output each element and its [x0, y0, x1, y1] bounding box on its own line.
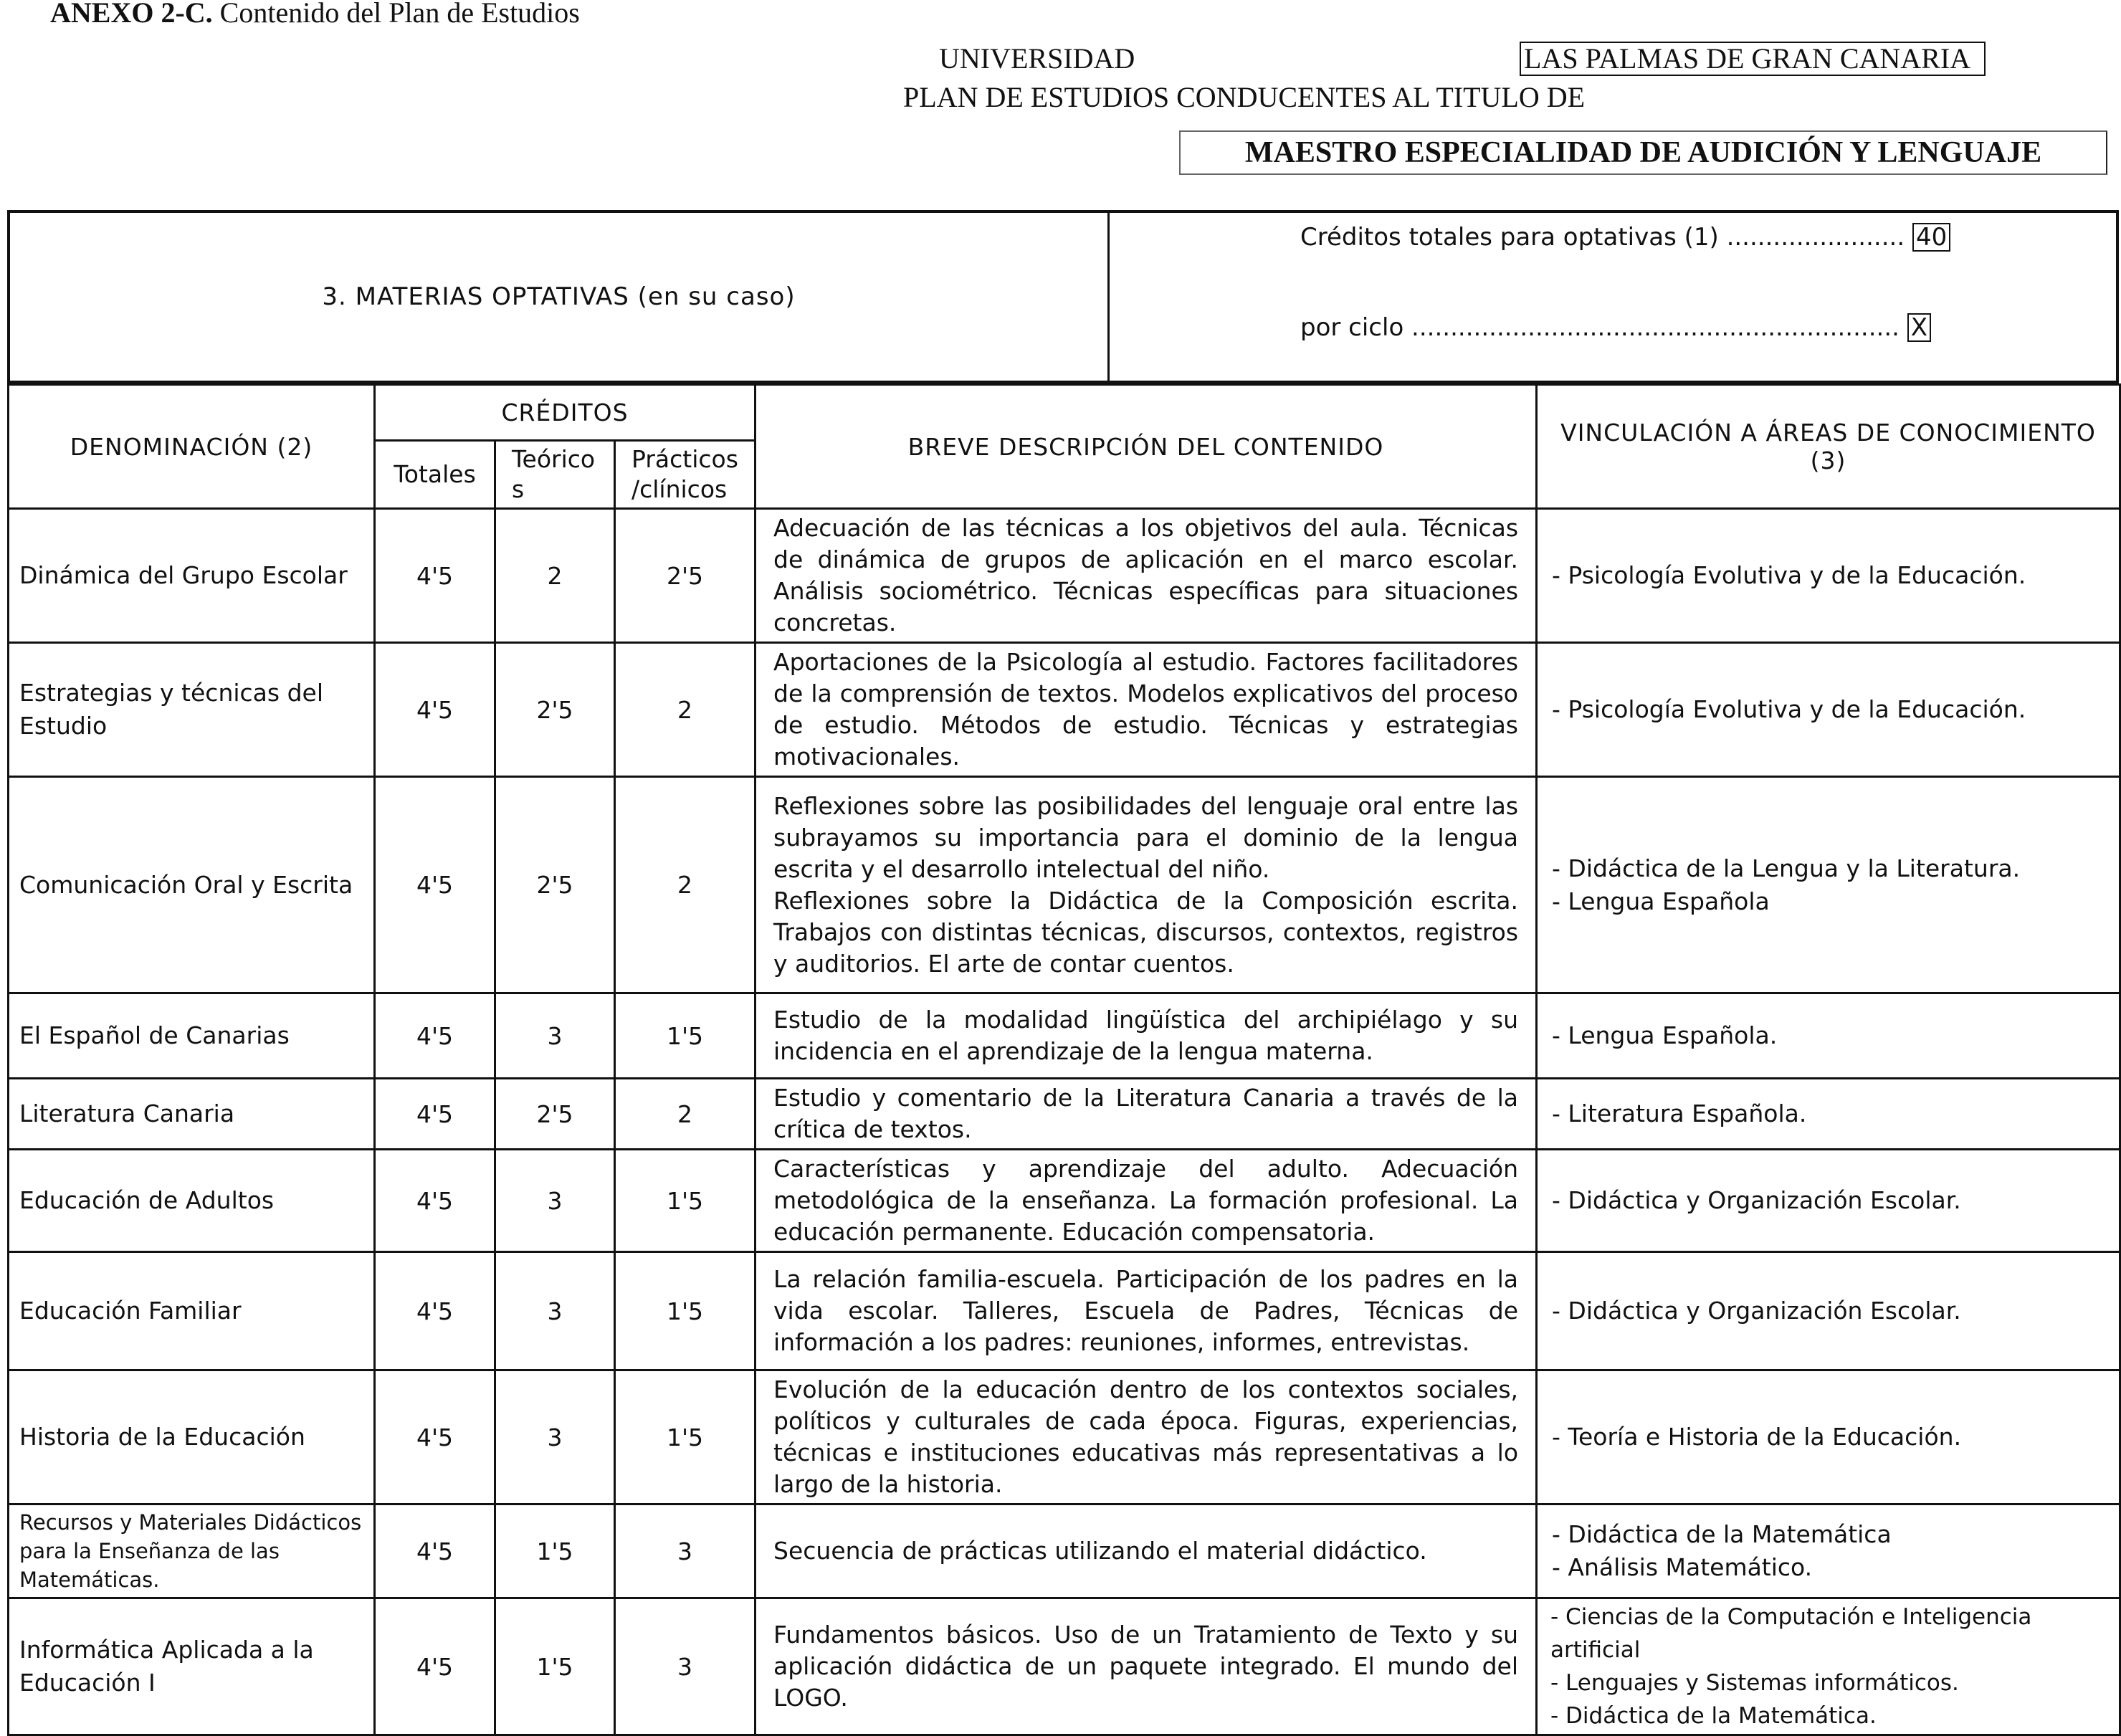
knowledge-areas [1537, 1150, 2120, 1252]
degree-title: MAESTRO ESPECIALIDAD DE AUDICIÓN Y LENGUAJE [1179, 130, 2107, 175]
credits-total: 4'5 [375, 993, 495, 1079]
credits-total: 4'5 [375, 1150, 495, 1252]
table-row [9, 993, 2120, 1079]
credits-theory: 2'5 [495, 777, 615, 993]
credits-practice: 1'5 [615, 1252, 756, 1370]
subject-description: Estudio de la modalidad lingüística del archipiélago y su incidencia en el aprendizaje de la lengua materna. [756, 993, 1537, 1079]
total-credits-label: Créditos totales para optativas (1) ....................... [1300, 223, 1905, 252]
subject-description: Evolución de la educación dentro de los contextos sociales, políticos y culturales de cada época. Figuras, experiencias, técnicas e instituciones educativas más representativas a lo largo de la historia. [756, 1370, 1537, 1504]
table-row [9, 1079, 2120, 1150]
col-header-descripcion: BREVE DESCRIPCIÓN DEL CONTENIDO [756, 385, 1537, 509]
subject-description: La relación familia-escuela. Participación de los padres en la vida escolar. Talleres, Escuela de Padres, Técnicas de información a los padres: reuniones, informes, entrevistas. [756, 1252, 1537, 1370]
credits-theory: 2'5 [495, 1079, 615, 1150]
subject-name: Comunicación Oral y Escrita [9, 777, 375, 993]
cycle-credits-label: por ciclo ............................................................... [1300, 313, 1900, 342]
area-item: - Psicología Evolutiva y de la Educación. [1552, 561, 2026, 589]
subject-description: Aportaciones de la Psicología al estudio. Factores facilitadores de la comprensión de textos. Modelos explicativos del proceso de estudio. Métodos de estudio. Técnicas y estrategias motivacionales. [756, 643, 1537, 777]
description-paragraph: Reflexiones sobre la Didáctica de la Composición escrita. Trabajos con distintas técnicas, discursos, contextos, registros y auditorios. El arte de contar cuentos. [773, 886, 1519, 978]
credits-practice: 1'5 [615, 1150, 756, 1252]
area-item: - Didáctica y Organización Escolar. [1552, 1297, 1961, 1325]
knowledge-areas [1537, 993, 2120, 1079]
total-credits-value: 40 [1912, 223, 1950, 252]
subject-description [756, 777, 1537, 993]
credits-theory: 3 [495, 993, 615, 1079]
knowledge-areas [1537, 1370, 2120, 1504]
table-row [9, 1150, 2120, 1252]
credits-total: 4'5 [375, 643, 495, 777]
subject-description: Fundamentos básicos. Uso de un Tratamiento de Texto y su aplicación didáctica de un paquete integrado. El mundo del LOGO. [756, 1598, 1537, 1735]
credits-total: 4'5 [375, 1370, 495, 1504]
subject-description: Secuencia de prácticas utilizando el material didáctico. [756, 1504, 1537, 1598]
credits-total: 4'5 [375, 1598, 495, 1735]
description-paragraph: Reflexiones sobre las posibilidades del lenguaje oral entre las subrayamos su importancia para el dominio de la lengua escrita y el desarrollo intelectual del niño. [773, 791, 1519, 883]
subject-description: Características y aprendizaje del adulto. Adecuación metodológica de la enseñanza. La formación profesional. La educación permanente. Educación compensatoria. [756, 1150, 1537, 1252]
credits-practice: 2 [615, 1079, 756, 1150]
credits-theory: 3 [495, 1252, 615, 1370]
credits-practice: 3 [615, 1504, 756, 1598]
knowledge-areas [1537, 1252, 2120, 1370]
col-header-totales: Totales [375, 441, 495, 509]
annex-heading [50, 0, 580, 29]
subject-name: Educación Familiar [9, 1252, 375, 1370]
annex-number: ANEXO 2-C. [50, 0, 213, 29]
subject-name: El Español de Canarias [9, 993, 375, 1079]
area-item: - Teoría e Historia de la Educación. [1552, 1423, 1962, 1451]
area-item: - Didáctica de la Matemática. [1550, 1703, 1877, 1729]
credits-practice: 1'5 [615, 1370, 756, 1504]
annex-title: Contenido del Plan de Estudios [219, 0, 580, 29]
table-row [9, 1598, 2120, 1735]
subject-name: Educación de Adultos [9, 1150, 375, 1252]
area-item: - Lengua Española. [1552, 1021, 1778, 1049]
subject-name: Estrategias y técnicas del Estudio [9, 643, 375, 777]
area-item: - Lengua Española [1552, 887, 1770, 915]
credits-total: 4'5 [375, 1252, 495, 1370]
credits-total: 4'5 [375, 509, 495, 643]
university-label: UNIVERSIDAD [939, 42, 1135, 75]
table-row [9, 1370, 2120, 1504]
subject-name: Informática Aplicada a la Educación I [9, 1598, 375, 1735]
col-header-teoricos: Teórico s [495, 441, 615, 509]
area-item: - Didáctica de la Matemática [1552, 1520, 1892, 1548]
credits-theory: 3 [495, 1150, 615, 1252]
credits-theory: 1'5 [495, 1598, 615, 1735]
area-item: - Didáctica de la Lengua y la Literatura. [1552, 854, 2021, 882]
credits-theory: 1'5 [495, 1504, 615, 1598]
credits-total: 4'5 [375, 777, 495, 993]
subject-name: Dinámica del Grupo Escolar [9, 509, 375, 643]
table-row [9, 509, 2120, 643]
knowledge-areas [1537, 1598, 2120, 1735]
table-row [9, 1252, 2120, 1370]
subject-description: Estudio y comentario de la Literatura Canaria a través de la crítica de textos. [756, 1079, 1537, 1150]
total-credits-line [1300, 223, 1950, 252]
area-item: - Ciencias de la Computación e Inteligencia artificial [1550, 1604, 2032, 1663]
optional-subjects-header [7, 210, 2119, 383]
area-item: - Didáctica y Organización Escolar. [1552, 1186, 1961, 1214]
subject-name: Historia de la Educación [9, 1370, 375, 1504]
col-header-creditos: CRÉDITOS [375, 385, 756, 441]
subject-name: Literatura Canaria [9, 1079, 375, 1150]
area-item: - Análisis Matemático. [1552, 1553, 1813, 1581]
table-row [9, 643, 2120, 777]
credits-total: 4'5 [375, 1504, 495, 1598]
col-header-denominacion: DENOMINACIÓN (2) [9, 385, 375, 509]
credits-theory: 3 [495, 1370, 615, 1504]
subject-description: Adecuación de las técnicas a los objetivos del aula. Técnicas de dinámica de grupos de aplicación en el marco escolar. Análisis sociométrico. Técnicas específicas para situaciones concretas. [756, 509, 1537, 643]
knowledge-areas [1537, 1079, 2120, 1150]
credits-practice: 2'5 [615, 509, 756, 643]
subjects-table [7, 383, 2121, 1736]
knowledge-areas [1537, 777, 2120, 993]
section-title: 3. MATERIAS OPTATIVAS (en su caso) [10, 213, 1110, 381]
table-row [9, 1504, 2120, 1598]
credits-practice: 1'5 [615, 993, 756, 1079]
area-item: - Lenguajes y Sistemas informáticos. [1550, 1670, 1959, 1696]
knowledge-areas [1537, 509, 2120, 643]
cycle-credits-line [1300, 313, 1931, 342]
credits-practice: 2 [615, 777, 756, 993]
knowledge-areas [1537, 643, 2120, 777]
subject-name: Recursos y Materiales Didácticos para la Enseñanza de las Matemáticas. [9, 1504, 375, 1598]
credits-theory: 2'5 [495, 643, 615, 777]
university-name: LAS PALMAS DE GRAN CANARIA [1520, 42, 1986, 76]
col-header-practicos: Prácticos /clínicos [615, 441, 756, 509]
knowledge-areas [1537, 1504, 2120, 1598]
cycle-credits-value: X [1907, 313, 1931, 342]
credits-theory: 2 [495, 509, 615, 643]
table-row [9, 777, 2120, 993]
area-item: - Literatura Española. [1552, 1100, 1807, 1127]
col-header-vinculacion: VINCULACIÓN A ÁREAS DE CONOCIMIENTO (3) [1537, 385, 2120, 509]
credits-total: 4'5 [375, 1079, 495, 1150]
plan-label: PLAN DE ESTUDIOS CONDUCENTES AL TITULO DE [903, 81, 1586, 113]
credits-practice: 3 [615, 1598, 756, 1735]
area-item: - Psicología Evolutiva y de la Educación. [1552, 695, 2026, 723]
credits-practice: 2 [615, 643, 756, 777]
